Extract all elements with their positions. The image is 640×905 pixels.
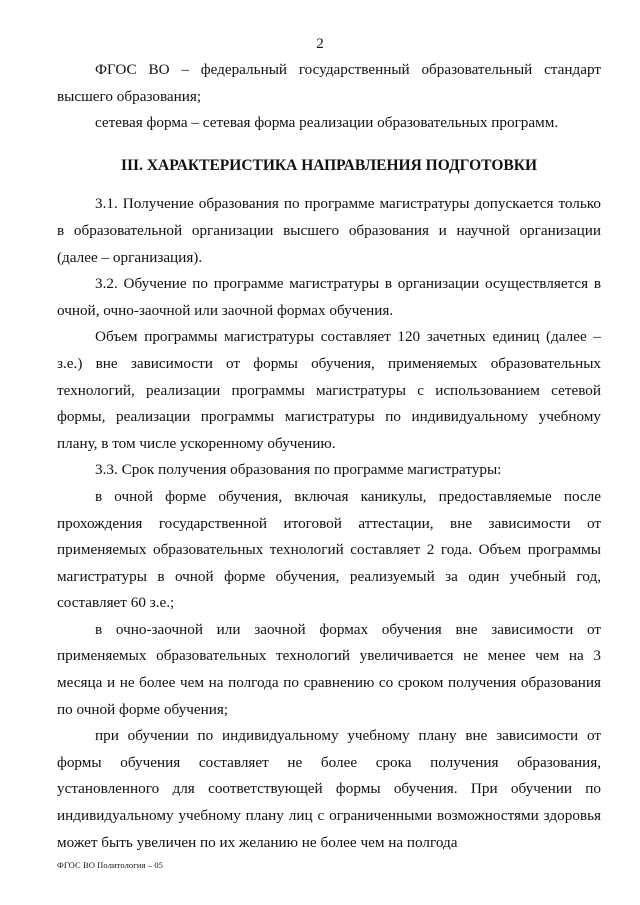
paragraph-program-volume: Объем программы магистратуры составляет 120 зачетных единиц (далее – з.е.) вне зависимости от формы обучения, применяемых образовательных технологий, реализации программы магистратуры с использованием сетевой формы, реализации программы магистратуры по индивидуальному учебному плану, в том числе ускоренному обучению. bbox=[57, 328, 601, 452]
paragraph-3-3: 3.3. Срок получения образования по программе магистратуры: bbox=[95, 461, 502, 479]
paragraph-full-time: в очной форме обучения, включая каникулы, предоставляемые после прохождения государственной итоговой аттестации, вне зависимости от применяемых образовательных технологий составляет 2 года. Объем программы магистратуры в очной форме обучения, реализуемый за один учебный год, составляет 60 з.е.; bbox=[57, 487, 601, 612]
document-body bbox=[57, 57, 601, 856]
paragraph-individual-plan: при обучении по индивидуальному учебному плану вне зависимости от формы обучения составляет не более срока получения образования, установленного для соответствующей формы обучения. При обучении по индивидуальному учебному плану лиц с ограниченными возможностями здоровья может быть увеличен по их желанию не более чем на полгода bbox=[57, 727, 601, 851]
paragraph-part-time: в очно-заочной или заочной формах обучения вне зависимости от применяемых образовательных технологий увеличивается не менее чем на 3 месяца и не более чем на полгода по сравнению со сроком получения образования по очной форме обучения; bbox=[57, 620, 601, 718]
paragraph-3-1: 3.1. Получение образования по программе магистратуры допускается только в образовательной организации высшего образования и научной организации (далее – организация). bbox=[57, 195, 601, 266]
page-footer: ФГОС ВО Политология – 05 bbox=[57, 860, 164, 870]
page-number: 2 bbox=[316, 36, 324, 52]
paragraph-3-2: 3.2. Обучение по программе магистратуры в организации осуществляется в очной, очно-заочной или заочной формах обучения. bbox=[57, 275, 601, 319]
section-heading: III. ХАРАКТЕРИСТИКА НАПРАВЛЕНИЯ ПОДГОТОВКИ bbox=[120, 156, 538, 174]
abbreviation-network-form: сетевая форма – сетевая форма реализации образовательных программ. bbox=[95, 114, 559, 132]
abbreviation-fgos-vo: ФГОС ВО – федеральный государственный образовательный стандарт высшего образования; bbox=[57, 61, 601, 105]
